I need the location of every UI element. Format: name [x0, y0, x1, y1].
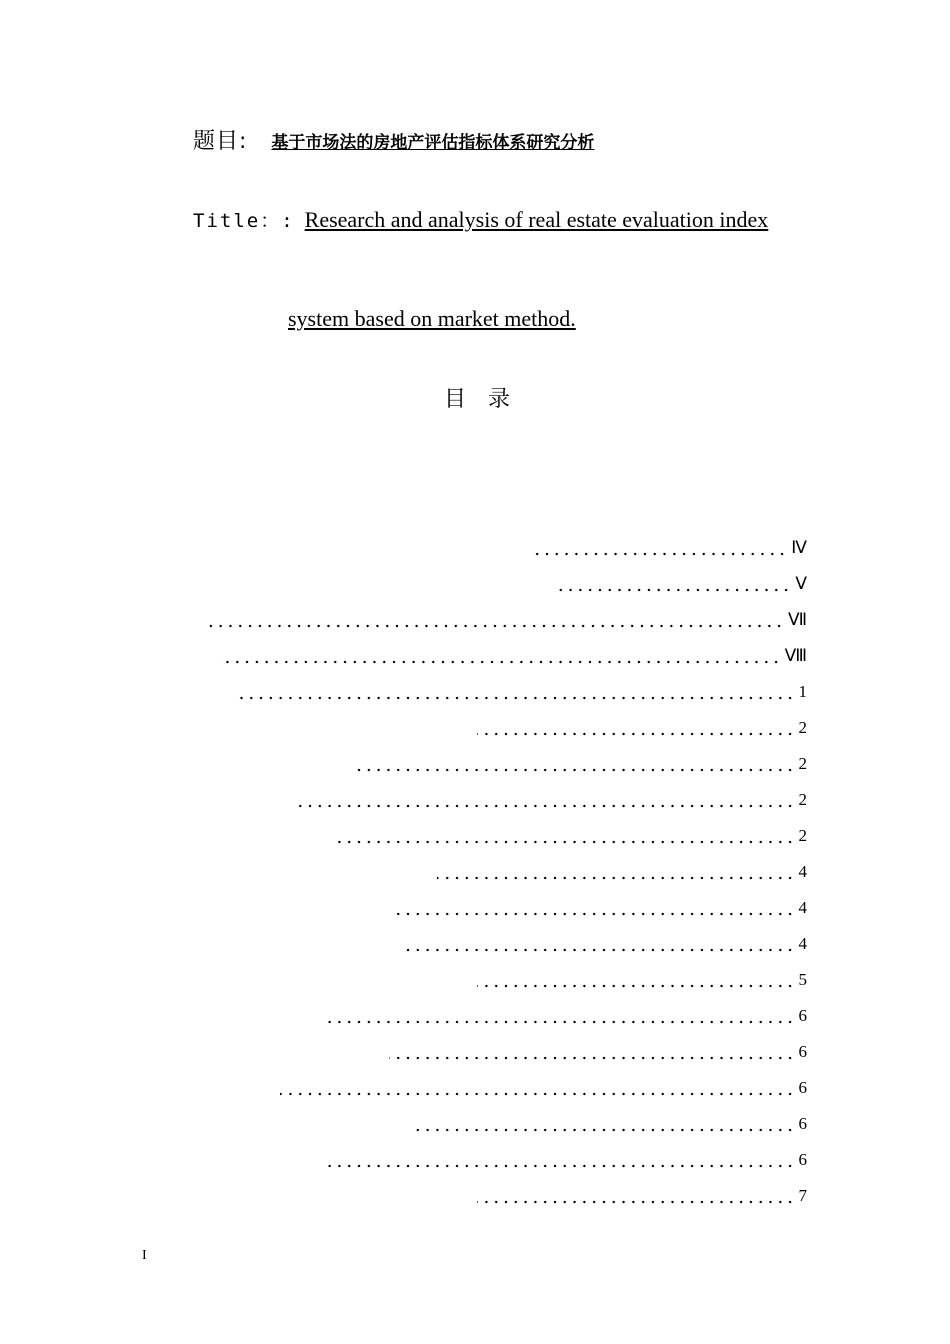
english-title-label: Title：:: [193, 210, 295, 232]
toc-leader-dots: [389, 1041, 795, 1063]
toc-entry: [335, 825, 808, 847]
chinese-title-row: [193, 124, 594, 155]
toc-entry: [219, 645, 807, 667]
toc-entry: [477, 1185, 808, 1207]
toc-page-number: Ⅳ: [791, 538, 807, 557]
toc-leader-dots: [323, 1149, 795, 1171]
toc-page-number: 5: [798, 970, 807, 989]
toc-page-number: 2: [798, 754, 807, 773]
toc-page-number: 1: [798, 682, 807, 701]
toc-leader-dots: [400, 933, 795, 955]
toc-page-number: 4: [798, 862, 807, 881]
english-title-row: [193, 206, 768, 233]
toc-entry: [323, 1149, 808, 1171]
toc-leader-dots: [219, 645, 781, 667]
toc-leader-dots: [323, 1005, 795, 1027]
toc-leader-dots: [437, 861, 795, 883]
toc-leader-dots: [555, 573, 791, 595]
toc-page-number: Ⅶ: [787, 610, 807, 629]
toc-leader-dots: [280, 1077, 795, 1099]
toc-leader-dots: [477, 969, 795, 991]
chinese-title-label: 题目:: [193, 129, 248, 154]
toc-page-number: 7: [798, 1186, 807, 1205]
toc-entry: [415, 1113, 808, 1135]
toc-entry: [477, 969, 808, 991]
toc-leader-dots: [395, 897, 795, 919]
toc-entry: [477, 717, 808, 739]
toc-leader-dots: [355, 753, 795, 775]
chinese-title-text: 基于市场法的房地产评估指标体系研究分析: [271, 133, 595, 153]
toc-entry: [437, 861, 808, 883]
toc-page-number: 4: [798, 898, 807, 917]
toc-entry: [233, 681, 808, 703]
toc-entry: [389, 1041, 808, 1063]
toc-page-number: 6: [798, 1078, 807, 1097]
toc-entry: [532, 537, 807, 559]
toc-entry: [395, 897, 808, 919]
toc-entry: [355, 753, 808, 775]
toc-entry: [400, 933, 808, 955]
toc-leader-dots: [415, 1113, 795, 1135]
toc-entry: [204, 609, 807, 631]
toc-page-number: 4: [798, 934, 807, 953]
toc-page-number: 6: [798, 1042, 807, 1061]
english-title-text-line1: Research and analysis of real estate evaluation index: [304, 207, 769, 232]
toc-page-number: 6: [798, 1150, 807, 1169]
toc-leader-dots: [233, 681, 795, 703]
toc-heading: 目录: [443, 387, 532, 412]
english-title-text-line2: system based on market method.: [288, 306, 576, 331]
toc-entry: [555, 573, 807, 595]
toc-page-number: Ⅴ: [795, 574, 807, 593]
toc-leader-dots: [204, 609, 784, 631]
toc-entry: [280, 1077, 808, 1099]
page-number: I: [142, 1248, 147, 1263]
toc-page-number: 2: [798, 718, 807, 737]
toc-entry: [295, 789, 808, 811]
toc-leader-dots: [335, 825, 795, 847]
toc-page-number: 6: [798, 1006, 807, 1025]
toc-leader-dots: [477, 717, 795, 739]
toc-leader-dots: [295, 789, 795, 811]
toc-leader-dots: [532, 537, 787, 559]
toc-page-number: 2: [798, 790, 807, 809]
toc-page-number: 6: [798, 1114, 807, 1133]
toc-page-number: Ⅷ: [784, 646, 807, 665]
toc-page-number: 2: [798, 826, 807, 845]
toc-leader-dots: [477, 1185, 795, 1207]
toc-entry: [323, 1005, 808, 1027]
